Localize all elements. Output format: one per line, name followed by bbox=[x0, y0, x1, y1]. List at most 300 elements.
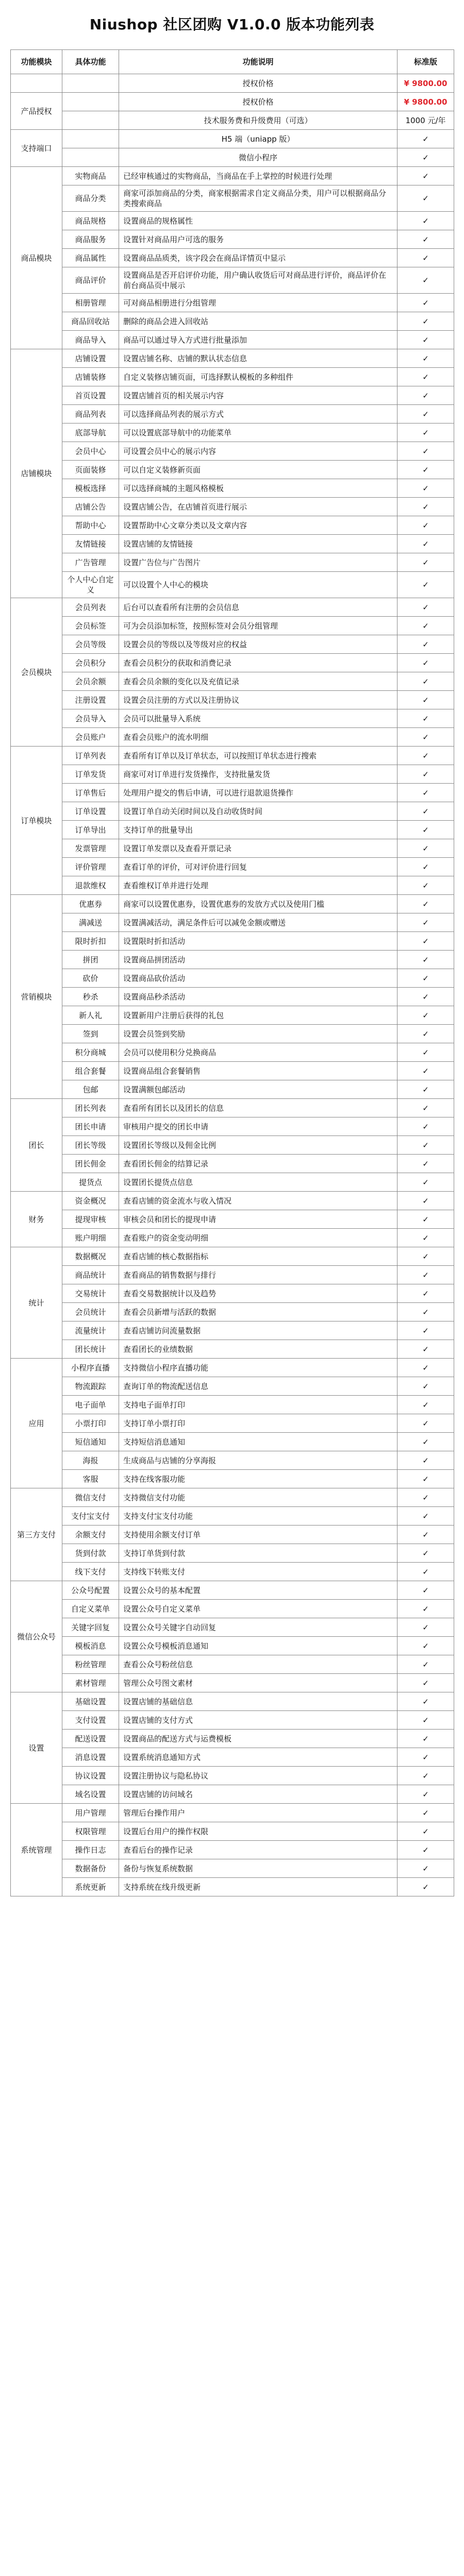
feature-cell: 页面装修 bbox=[62, 461, 119, 479]
feature-cell: 注册设置 bbox=[62, 691, 119, 709]
standard-cell: ✓ bbox=[397, 267, 454, 294]
description-cell: 自定义装修店铺页面，可选择默认模板的多种组件 bbox=[119, 368, 397, 386]
feature-cell: 自定义菜单 bbox=[62, 1600, 119, 1618]
description-cell: 设置商品的规格属性 bbox=[119, 212, 397, 230]
feature-cell: 基础设置 bbox=[62, 1692, 119, 1711]
standard-cell: ✓ bbox=[397, 312, 454, 331]
standard-cell: ✓ bbox=[397, 1062, 454, 1080]
feature-cell bbox=[62, 74, 119, 93]
feature-cell: 余额支付 bbox=[62, 1526, 119, 1544]
table-row bbox=[11, 167, 454, 185]
table-row bbox=[11, 1600, 454, 1618]
table-row bbox=[11, 93, 454, 111]
feature-cell: 砍价 bbox=[62, 969, 119, 988]
description-cell: 查看团长的业绩数据 bbox=[119, 1340, 397, 1359]
standard-cell: ✓ bbox=[397, 876, 454, 895]
description-cell: 设置商品组合套餐销售 bbox=[119, 1062, 397, 1080]
feature-cell: 数据概况 bbox=[62, 1247, 119, 1266]
standard-cell: ✓ bbox=[397, 1080, 454, 1099]
feature-cell: 货到付款 bbox=[62, 1544, 119, 1563]
description-cell: 设置系统消息通知方式 bbox=[119, 1748, 397, 1767]
standard-cell: ✓ bbox=[397, 185, 454, 212]
description-cell: 管理后台操作用户 bbox=[119, 1804, 397, 1822]
standard-cell: ✓ bbox=[397, 349, 454, 368]
standard-cell: ✓ bbox=[397, 1730, 454, 1748]
table-row bbox=[11, 479, 454, 498]
standard-cell: ✓ bbox=[397, 1470, 454, 1488]
description-cell: 设置后台用户的操作权限 bbox=[119, 1822, 397, 1841]
standard-cell: ✓ bbox=[397, 1414, 454, 1433]
description-cell: 查看维权订单并进行处理 bbox=[119, 876, 397, 895]
header-description: 功能说明 bbox=[119, 50, 397, 74]
module-cell: 店铺模块 bbox=[11, 349, 62, 598]
description-cell: 设置商品砍价活动 bbox=[119, 969, 397, 988]
table-row bbox=[11, 932, 454, 951]
description-cell: 授权价格 bbox=[119, 93, 397, 111]
feature-cell: 交易统计 bbox=[62, 1284, 119, 1303]
feature-cell: 首页设置 bbox=[62, 386, 119, 405]
description-cell: 支持使用余额支付订单 bbox=[119, 1526, 397, 1544]
standard-cell: ✓ bbox=[397, 1340, 454, 1359]
table-row bbox=[11, 839, 454, 858]
standard-cell: ✓ bbox=[397, 1637, 454, 1655]
feature-cell: 满减送 bbox=[62, 913, 119, 932]
table-row bbox=[11, 1025, 454, 1043]
standard-cell: ✓ bbox=[397, 913, 454, 932]
feature-cell: 商品分类 bbox=[62, 185, 119, 212]
table-row bbox=[11, 1266, 454, 1284]
description-cell: 设置商品品质类，该字段会在商品详情页中显示 bbox=[119, 249, 397, 267]
description-cell: 管理公众号图文素材 bbox=[119, 1674, 397, 1692]
standard-cell: ✓ bbox=[397, 784, 454, 802]
feature-cell: 相册管理 bbox=[62, 294, 119, 312]
feature-cell: 支付宝支付 bbox=[62, 1507, 119, 1526]
feature-cell: 数据备份 bbox=[62, 1859, 119, 1878]
standard-cell: ✓ bbox=[397, 895, 454, 913]
table-row bbox=[11, 765, 454, 784]
feature-cell: 用户管理 bbox=[62, 1804, 119, 1822]
description-cell: 设置公众号自定义菜单 bbox=[119, 1600, 397, 1618]
table-row bbox=[11, 654, 454, 672]
table-row bbox=[11, 1674, 454, 1692]
feature-table bbox=[10, 49, 454, 1896]
feature-cell: 限时折扣 bbox=[62, 932, 119, 951]
feature-cell: 短信通知 bbox=[62, 1433, 119, 1451]
table-row bbox=[11, 1488, 454, 1507]
standard-cell: ✓ bbox=[397, 654, 454, 672]
table-row bbox=[11, 969, 454, 988]
standard-cell: ✓ bbox=[397, 765, 454, 784]
standard-cell: ✓ bbox=[397, 1711, 454, 1730]
table-row bbox=[11, 598, 454, 617]
standard-cell: ✓ bbox=[397, 1600, 454, 1618]
standard-cell: ✓ bbox=[397, 951, 454, 969]
standard-cell: ✓ bbox=[397, 1043, 454, 1062]
description-cell: 支持电子面单打印 bbox=[119, 1396, 397, 1414]
feature-cell: 组合套餐 bbox=[62, 1062, 119, 1080]
standard-cell: ✓ bbox=[397, 1767, 454, 1785]
description-cell: 生成商品与店铺的分享海报 bbox=[119, 1451, 397, 1470]
feature-cell: 提现审核 bbox=[62, 1210, 119, 1229]
description-cell: 支持短信消息通知 bbox=[119, 1433, 397, 1451]
table-row bbox=[11, 230, 454, 249]
feature-cell: 签到 bbox=[62, 1025, 119, 1043]
standard-cell: ✓ bbox=[397, 405, 454, 423]
feature-cell: 微信支付 bbox=[62, 1488, 119, 1507]
standard-cell: ✓ bbox=[397, 331, 454, 349]
table-row bbox=[11, 1340, 454, 1359]
table-row bbox=[11, 1822, 454, 1841]
feature-cell: 会员余额 bbox=[62, 672, 119, 691]
standard-cell: ✓ bbox=[397, 1099, 454, 1117]
description-cell: 会员可以批量导入系统 bbox=[119, 709, 397, 728]
table-row bbox=[11, 821, 454, 839]
description-cell: 处理用户提交的售后申请，可以进行退款退货操作 bbox=[119, 784, 397, 802]
description-cell: 查看店铺的核心数据指标 bbox=[119, 1247, 397, 1266]
standard-cell: ✓ bbox=[397, 672, 454, 691]
description-cell: 可以设置底部导航中的功能菜单 bbox=[119, 423, 397, 442]
description-cell: 设置帮助中心文章分类以及文章内容 bbox=[119, 516, 397, 535]
feature-cell: 会员账户 bbox=[62, 728, 119, 747]
table-row bbox=[11, 1841, 454, 1859]
feature-cell: 操作日志 bbox=[62, 1841, 119, 1859]
description-cell: 设置公众号模板消息通知 bbox=[119, 1637, 397, 1655]
standard-cell: ✓ bbox=[397, 212, 454, 230]
description-cell: 查看商品的销售数据与排行 bbox=[119, 1266, 397, 1284]
table-body bbox=[11, 74, 454, 1896]
table-row bbox=[11, 1859, 454, 1878]
feature-cell: 商品规格 bbox=[62, 212, 119, 230]
module-cell: 系统管理 bbox=[11, 1804, 62, 1896]
table-row bbox=[11, 1433, 454, 1451]
feature-cell: 拼团 bbox=[62, 951, 119, 969]
table-row bbox=[11, 1043, 454, 1062]
table-row bbox=[11, 267, 454, 294]
table-row bbox=[11, 876, 454, 895]
table-row bbox=[11, 1581, 454, 1600]
table-row bbox=[11, 1692, 454, 1711]
table-row bbox=[11, 672, 454, 691]
description-cell: 查看所有订单以及订单状态，可以按照订单状态进行搜索 bbox=[119, 747, 397, 765]
standard-cell: ✓ bbox=[397, 691, 454, 709]
table-row bbox=[11, 1117, 454, 1136]
description-cell: 技术服务费和升级费用（可选） bbox=[119, 111, 397, 130]
standard-cell: ¥ 9800.00 bbox=[397, 74, 454, 93]
feature-cell: 会员统计 bbox=[62, 1303, 119, 1321]
standard-cell: ✓ bbox=[397, 617, 454, 635]
feature-cell: 秒杀 bbox=[62, 988, 119, 1006]
feature-cell bbox=[62, 93, 119, 111]
description-cell: 支持订单小票打印 bbox=[119, 1414, 397, 1433]
feature-cell: 新人礼 bbox=[62, 1006, 119, 1025]
standard-cell: ✓ bbox=[397, 479, 454, 498]
standard-cell: ✓ bbox=[397, 368, 454, 386]
table-row bbox=[11, 728, 454, 747]
feature-cell: 会员积分 bbox=[62, 654, 119, 672]
description-cell: 可为会员添加标签，按照标签对会员分组管理 bbox=[119, 617, 397, 635]
feature-cell: 公众号配置 bbox=[62, 1581, 119, 1600]
table-row bbox=[11, 368, 454, 386]
table-row bbox=[11, 111, 454, 130]
feature-cell: 团长佣金 bbox=[62, 1155, 119, 1173]
standard-cell: ✓ bbox=[397, 1396, 454, 1414]
standard-cell: ✓ bbox=[397, 821, 454, 839]
description-cell: 支持微信小程序直播功能 bbox=[119, 1359, 397, 1377]
standard-cell: ✓ bbox=[397, 1192, 454, 1210]
standard-cell: ✓ bbox=[397, 294, 454, 312]
feature-cell: 个人中心自定义 bbox=[62, 572, 119, 598]
description-cell: 设置限时折扣活动 bbox=[119, 932, 397, 951]
standard-cell: ✓ bbox=[397, 1451, 454, 1470]
feature-cell: 订单列表 bbox=[62, 747, 119, 765]
standard-cell: ✓ bbox=[397, 249, 454, 267]
feature-cell: 线下支付 bbox=[62, 1563, 119, 1581]
module-cell: 设置 bbox=[11, 1692, 62, 1804]
feature-cell: 实物商品 bbox=[62, 167, 119, 185]
description-cell: 查看会员账户的流水明细 bbox=[119, 728, 397, 747]
table-row bbox=[11, 1006, 454, 1025]
description-cell: 查看店铺的资金流水与收入情况 bbox=[119, 1192, 397, 1210]
description-cell: 支持线下转账支付 bbox=[119, 1563, 397, 1581]
description-cell: 可对商品相册进行分组管理 bbox=[119, 294, 397, 312]
description-cell: 设置团长提货点信息 bbox=[119, 1173, 397, 1192]
description-cell: 支持支付宝支付功能 bbox=[119, 1507, 397, 1526]
table-row bbox=[11, 1062, 454, 1080]
feature-cell: 流量统计 bbox=[62, 1321, 119, 1340]
standard-cell: ✓ bbox=[397, 858, 454, 876]
table-row bbox=[11, 784, 454, 802]
module-cell: 商品模块 bbox=[11, 167, 62, 349]
description-cell: 查看团长佣金的结算记录 bbox=[119, 1155, 397, 1173]
table-row bbox=[11, 1767, 454, 1785]
feature-cell: 会员中心 bbox=[62, 442, 119, 461]
feature-cell: 账户明细 bbox=[62, 1229, 119, 1247]
description-cell: 设置满额包邮活动 bbox=[119, 1080, 397, 1099]
description-cell: 设置店铺的访问域名 bbox=[119, 1785, 397, 1804]
description-cell: 删除的商品会进入回收站 bbox=[119, 312, 397, 331]
table-row bbox=[11, 461, 454, 479]
table-row bbox=[11, 130, 454, 148]
module-cell: 团长 bbox=[11, 1099, 62, 1192]
description-cell: 查看店铺访问流量数据 bbox=[119, 1321, 397, 1340]
table-row bbox=[11, 635, 454, 654]
standard-cell: ✓ bbox=[397, 1155, 454, 1173]
description-cell: 微信小程序 bbox=[119, 148, 397, 167]
table-row bbox=[11, 294, 454, 312]
standard-cell: ✓ bbox=[397, 1247, 454, 1266]
feature-cell: 商品回收站 bbox=[62, 312, 119, 331]
feature-cell: 帮助中心 bbox=[62, 516, 119, 535]
feature-cell: 店铺公告 bbox=[62, 498, 119, 516]
module-cell: 第三方支付 bbox=[11, 1488, 62, 1581]
description-cell: 设置店铺的基础信息 bbox=[119, 1692, 397, 1711]
description-cell: 商家可以设置优惠券，设置优惠券的发放方式以及使用门槛 bbox=[119, 895, 397, 913]
description-cell: 审核会员和团长的提现申请 bbox=[119, 1210, 397, 1229]
module-cell: 营销模块 bbox=[11, 895, 62, 1099]
feature-cell: 团长等级 bbox=[62, 1136, 119, 1155]
standard-cell: ✓ bbox=[397, 635, 454, 654]
feature-cell: 发票管理 bbox=[62, 839, 119, 858]
module-cell: 统计 bbox=[11, 1247, 62, 1359]
description-cell: 设置订单发票以及查看开票记录 bbox=[119, 839, 397, 858]
table-row bbox=[11, 1711, 454, 1730]
feature-cell: 团长统计 bbox=[62, 1340, 119, 1359]
standard-cell: ✓ bbox=[397, 1563, 454, 1581]
table-row bbox=[11, 951, 454, 969]
feature-cell: 订单导出 bbox=[62, 821, 119, 839]
table-row bbox=[11, 1155, 454, 1173]
table-row bbox=[11, 212, 454, 230]
feature-cell: 素材管理 bbox=[62, 1674, 119, 1692]
table-row bbox=[11, 691, 454, 709]
table-row bbox=[11, 1396, 454, 1414]
standard-cell: ✓ bbox=[397, 747, 454, 765]
description-cell: 设置公众号关键字自动回复 bbox=[119, 1618, 397, 1637]
description-cell: 设置商品秒杀活动 bbox=[119, 988, 397, 1006]
feature-cell: 海报 bbox=[62, 1451, 119, 1470]
feature-cell: 订单售后 bbox=[62, 784, 119, 802]
module-cell bbox=[11, 74, 62, 93]
table-row bbox=[11, 1136, 454, 1155]
description-cell: 查询订单的物流配送信息 bbox=[119, 1377, 397, 1396]
table-row bbox=[11, 1229, 454, 1247]
feature-cell: 底部导航 bbox=[62, 423, 119, 442]
module-cell: 支持端口 bbox=[11, 130, 62, 167]
table-row bbox=[11, 1377, 454, 1396]
table-row bbox=[11, 709, 454, 728]
header-module: 功能模块 bbox=[11, 50, 62, 74]
description-cell: 设置会员注册的方式以及注册协议 bbox=[119, 691, 397, 709]
standard-cell: ✓ bbox=[397, 1229, 454, 1247]
standard-cell: ✓ bbox=[397, 423, 454, 442]
standard-cell: ✓ bbox=[397, 1526, 454, 1544]
standard-cell: ✓ bbox=[397, 1117, 454, 1136]
description-cell: 商家可添加商品的分类，商家根据需求自定义商品分类，用户可以根据商品分类搜索商品 bbox=[119, 185, 397, 212]
description-cell: 已经审核通过的实物商品，当商品在手上掌控的时候进行处理 bbox=[119, 167, 397, 185]
standard-cell: ✓ bbox=[397, 1804, 454, 1822]
standard-cell: ✓ bbox=[397, 1581, 454, 1600]
module-cell: 订单模块 bbox=[11, 747, 62, 895]
table-header-row bbox=[11, 50, 454, 74]
table-row bbox=[11, 1099, 454, 1117]
table-row bbox=[11, 1637, 454, 1655]
standard-cell: ✓ bbox=[397, 498, 454, 516]
module-cell: 会员模块 bbox=[11, 598, 62, 747]
table-row bbox=[11, 405, 454, 423]
feature-cell: 小程序直播 bbox=[62, 1359, 119, 1377]
table-row bbox=[11, 1748, 454, 1767]
standard-cell: ✓ bbox=[397, 1785, 454, 1804]
table-row bbox=[11, 1321, 454, 1340]
description-cell: 支持系统在线升级更新 bbox=[119, 1878, 397, 1896]
standard-cell: ✓ bbox=[397, 535, 454, 553]
standard-cell: ✓ bbox=[397, 1377, 454, 1396]
feature-cell bbox=[62, 148, 119, 167]
standard-cell: ✓ bbox=[397, 1655, 454, 1674]
feature-cell: 小票打印 bbox=[62, 1414, 119, 1433]
standard-cell: ✓ bbox=[397, 572, 454, 598]
feature-cell: 优惠券 bbox=[62, 895, 119, 913]
description-cell: 设置商品的配送方式与运费模板 bbox=[119, 1730, 397, 1748]
table-row bbox=[11, 498, 454, 516]
description-cell: 授权价格 bbox=[119, 74, 397, 93]
standard-cell: ✓ bbox=[397, 1173, 454, 1192]
table-row bbox=[11, 1470, 454, 1488]
standard-cell: ✓ bbox=[397, 1822, 454, 1841]
description-cell: 设置商品是否开启评价功能，用户确认收货后可对商品进行评价，商品评价在前台商品页中展示 bbox=[119, 267, 397, 294]
feature-cell: 团长申请 bbox=[62, 1117, 119, 1136]
feature-cell: 会员等级 bbox=[62, 635, 119, 654]
standard-cell: ✓ bbox=[397, 709, 454, 728]
description-cell: 审核用户提交的团长申请 bbox=[119, 1117, 397, 1136]
feature-cell: 权限管理 bbox=[62, 1822, 119, 1841]
table-row bbox=[11, 802, 454, 821]
description-cell: 支持订单货到付款 bbox=[119, 1544, 397, 1563]
table-row bbox=[11, 1544, 454, 1563]
feature-cell: 电子面单 bbox=[62, 1396, 119, 1414]
description-cell: 设置新用户注册后获得的礼包 bbox=[119, 1006, 397, 1025]
standard-cell: ✓ bbox=[397, 148, 454, 167]
standard-cell: ✓ bbox=[397, 1544, 454, 1563]
feature-cell: 消息设置 bbox=[62, 1748, 119, 1767]
table-row bbox=[11, 516, 454, 535]
table-row bbox=[11, 1618, 454, 1637]
standard-cell: ✓ bbox=[397, 728, 454, 747]
feature-cell: 会员列表 bbox=[62, 598, 119, 617]
module-cell: 产品授权 bbox=[11, 93, 62, 130]
feature-cell: 评价管理 bbox=[62, 858, 119, 876]
feature-cell: 支付设置 bbox=[62, 1711, 119, 1730]
module-cell: 应用 bbox=[11, 1359, 62, 1488]
feature-cell: 会员导入 bbox=[62, 709, 119, 728]
description-cell: 可以自定义装修新页面 bbox=[119, 461, 397, 479]
standard-cell: ✓ bbox=[397, 1359, 454, 1377]
description-cell: 设置团长等级以及佣金比例 bbox=[119, 1136, 397, 1155]
description-cell: 设置店铺首页的相关展示内容 bbox=[119, 386, 397, 405]
standard-cell: ¥ 9800.00 bbox=[397, 93, 454, 111]
table-row bbox=[11, 895, 454, 913]
description-cell: 设置针对商品用户可选的服务 bbox=[119, 230, 397, 249]
description-cell: 查看会员余额的变化以及充值记录 bbox=[119, 672, 397, 691]
table-row bbox=[11, 148, 454, 167]
standard-cell: ✓ bbox=[397, 167, 454, 185]
standard-cell: ✓ bbox=[397, 230, 454, 249]
feature-cell: 商品属性 bbox=[62, 249, 119, 267]
feature-cell: 订单设置 bbox=[62, 802, 119, 821]
feature-cell: 粉丝管理 bbox=[62, 1655, 119, 1674]
table-row bbox=[11, 423, 454, 442]
table-row bbox=[11, 1526, 454, 1544]
feature-cell: 资金概况 bbox=[62, 1192, 119, 1210]
description-cell: 后台可以查看所有注册的会员信息 bbox=[119, 598, 397, 617]
feature-cell: 客服 bbox=[62, 1470, 119, 1488]
table-row bbox=[11, 1414, 454, 1433]
description-cell: 备份与恢复系统数据 bbox=[119, 1859, 397, 1878]
table-row bbox=[11, 1451, 454, 1470]
description-cell: 可以选择商城的主题风格模板 bbox=[119, 479, 397, 498]
table-row bbox=[11, 1804, 454, 1822]
standard-cell: ✓ bbox=[397, 1433, 454, 1451]
standard-cell: ✓ bbox=[397, 1303, 454, 1321]
description-cell: 查看会员新增与活跃的数据 bbox=[119, 1303, 397, 1321]
description-cell: 设置店铺的支付方式 bbox=[119, 1711, 397, 1730]
description-cell: 设置广告位与广告图片 bbox=[119, 553, 397, 572]
standard-cell: ✓ bbox=[397, 1692, 454, 1711]
description-cell: 查看公众号粉丝信息 bbox=[119, 1655, 397, 1674]
description-cell: 设置公众号的基本配置 bbox=[119, 1581, 397, 1600]
table-row bbox=[11, 1080, 454, 1099]
feature-cell: 订单发货 bbox=[62, 765, 119, 784]
